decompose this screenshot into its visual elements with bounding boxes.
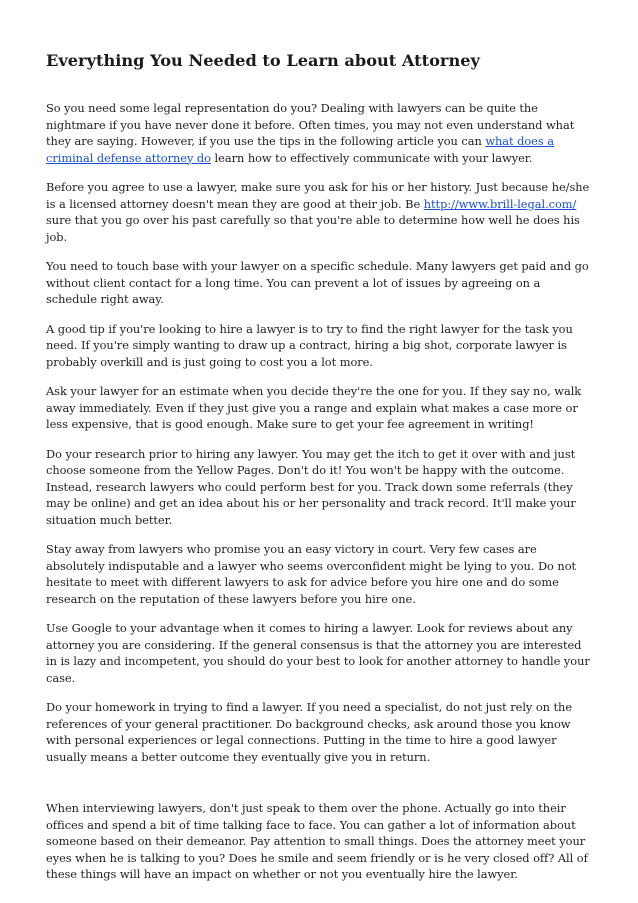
brill-legal-link[interactable]: http://www.brill-legal.com/ <box>423 196 577 211</box>
paragraph-text: sure that you go over his past carefully so that you're able to determine how well he does his job. <box>46 213 580 244</box>
page-title: Everything You Needed to Learn about Attorney <box>46 51 480 70</box>
paragraph-google: Use Google to your advantage when it comes to hiring a lawyer. Look for reviews about any attorney you are considering. If the general consensus is that the attorney you are interested in is lazy and incompetent, you should do your best to look for another attorney to handle your case. <box>46 621 590 685</box>
paragraph-text: learn how to effectively communicate with your lawyer. <box>210 150 533 165</box>
paragraph-research: Do your research prior to hiring any lawyer. You may get the itch to get it over with and just choose someone from the Yellow Pages. Don't do it! You won't be happy with the outcome. Instead, research lawyers who could perform best for you. Track down some referrals (they may be online) and get an idea about his or her personality and track record. It'll make your situation much better. <box>46 446 576 527</box>
paragraph-interviewing: When interviewing lawyers, don't just speak to them over the phone. Actually go into their offices and spend a bit of time talking face to face. You can gather a lot of information about someone based on their demeanor. Pay attention to small things. Does the attorney meet your eyes when he is talking to you? Does he smile and seem friendly or is he very closed off? All of these things will have an impact on whether or not you eventually hire the lawyer. <box>46 801 588 881</box>
paragraph-schedule: You need to touch base with your lawyer on a specific schedule. Many lawyers get paid and go without client contact for a long time. You can prevent a lot of issues by agreeing on a schedule right away. <box>46 259 589 306</box>
paragraph-homework: Do your homework in trying to find a lawyer. If you need a specialist, do not just rely on the references of your general practitioner. Do background checks, ask around those you know with personal experiences or legal connections. Putting in the time to hire a good lawyer usually means a better outcome they eventually give you in return. <box>46 700 573 764</box>
paragraph-estimate: Ask your lawyer for an estimate when you decide they're the one for you. If they say no, walk away immediately. Even if they just give you a range and explain what makes a case more or less expensive, that is good enough. Make sure to get your fee agreement in writing! <box>46 384 582 431</box>
paragraph-intro <box>46 100 594 166</box>
criminal-defense-attorney-link[interactable]: what does a criminal defense attorney do <box>46 134 554 165</box>
paragraph-right-lawyer: A good tip if you're looking to hire a lawyer is to try to find the right lawyer for the task you need. If you're simply wanting to draw up a contract, hiring a big shot, corporate lawyer is probably overkill and is just going to cost you a lot more. <box>46 321 573 369</box>
paragraph-history <box>46 179 594 245</box>
paragraph-easy-victory: Stay away from lawyers who promise you an easy victory in court. Very few cases are absolutely indisputable and a lawyer who seems overconfident might be lying to you. Do not hesitate to meet with different lawyers to ask for advice before you hire one and do some research on the reputation of these lawyers before you hire one. <box>46 542 577 606</box>
paragraph-text: So you need some legal representation do you? Dealing with lawyers can be quite the nightmare if you have never done it before. Often times, you may not even understand what they are saying. However, if you use the tips in the following article you can <box>46 101 575 148</box>
paragraph-text: Before you agree to use a lawyer, make sure you ask for his or her history. Just because he/she is a licensed attorney doesn't mean they are good at their job. Be <box>46 180 590 211</box>
